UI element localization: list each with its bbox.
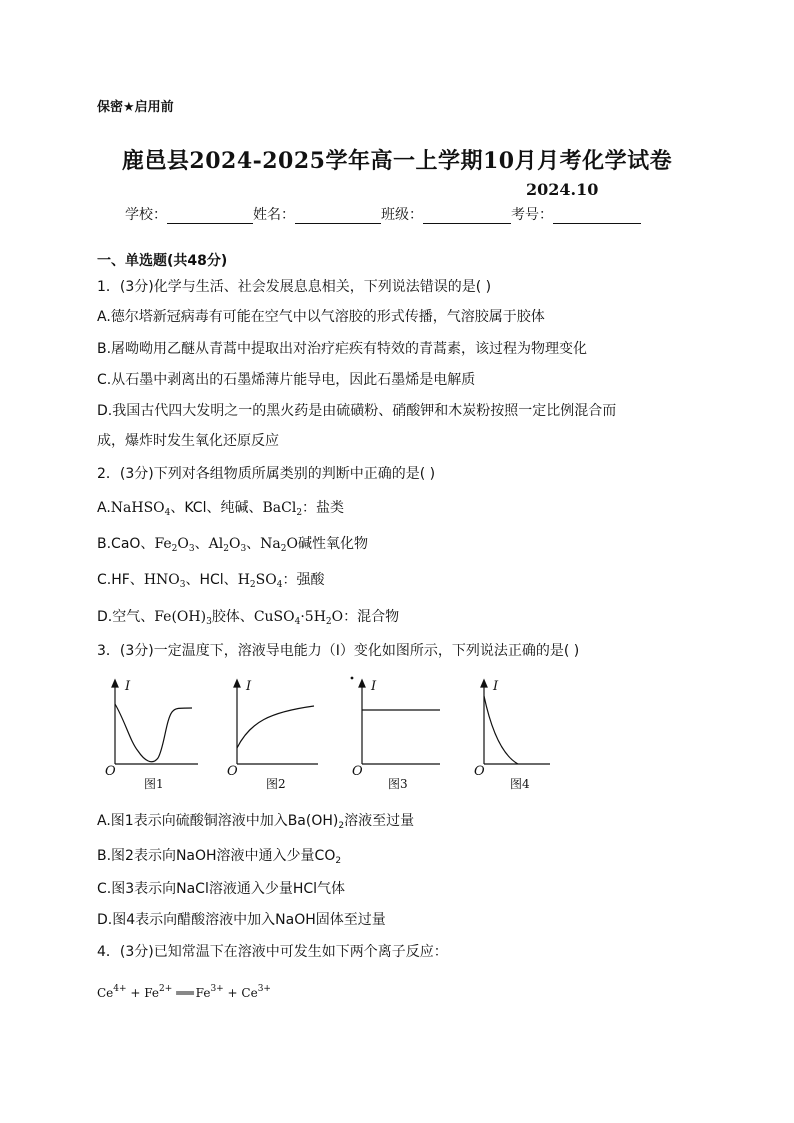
q2-option-b: B.CaO、$Fe_2O_3$、$Al_2O_3$、$Na_2O$碱性氧化物 [97, 536, 368, 554]
q1-option-a: A.德尔塔新冠病毒有可能在空气中以气溶胶的形式传播，气溶胶属于胶体 [97, 309, 545, 325]
fig3-origin: O [352, 764, 363, 779]
fig2-caption: 图2 [266, 777, 286, 791]
q1-option-d-cont: 成，爆炸时发生氧化还原反应 [97, 433, 279, 449]
q2-option-d: D.空气、$Fe(OH)_3$胶体、$CuSO_4\cdot 5H_2O$：混合物 [97, 609, 400, 627]
exam-number-blank[interactable] [553, 209, 641, 224]
formula-hno3: $HNO_3$ [143, 572, 186, 590]
class-label: 班级： [381, 207, 423, 223]
name-label: 姓名： [253, 207, 295, 223]
fig3-y-arrow [359, 680, 365, 687]
fig4-y-arrow [481, 680, 487, 687]
fig3-caption: 图3 [388, 777, 408, 791]
q2-option-c: C.HF、$HNO_3$、HCl、$H_2SO_4$：强酸 [97, 572, 325, 590]
fig4-y-label: I [493, 679, 499, 694]
figure-2 [227, 679, 318, 791]
fig1-y-label: I [125, 679, 131, 694]
fig1-origin: O [105, 764, 116, 779]
formula-al2o3: $Al_2O_3$ [208, 536, 247, 554]
fig1-curve [115, 704, 192, 762]
q3-graphs [100, 676, 540, 800]
figure-4 [474, 679, 550, 791]
q3-option-c: C.图3表示向NaCl溶液通入少量HCl气体 [97, 881, 346, 897]
school-field [125, 204, 253, 224]
exam-number-field [511, 204, 641, 224]
formula-na2o: $Na_2O$ [260, 536, 298, 554]
class-field [381, 204, 511, 224]
fig2-curve [237, 706, 314, 748]
fig4-curve [484, 696, 518, 764]
school-label: 学校： [125, 207, 167, 223]
fig4-caption: 图4 [510, 777, 530, 791]
student-info-row [125, 204, 641, 224]
fig2-origin: O [227, 764, 238, 779]
exam-title: 鹿邑县2024-2025学年高一上学期10月月考化学试卷 [121, 148, 673, 174]
q1-option-c: C.从石墨中剥离出的石墨烯薄片能导电，因此石墨烯是电解质 [97, 372, 476, 388]
confidential-label: 保密★启用前 [97, 100, 174, 115]
figure-1 [105, 679, 198, 791]
q2-stem: 2．(3分)下列对各组物质所属类别的判断中正确的是( ) [97, 466, 436, 482]
fig3-y-label: I [371, 679, 377, 694]
fig1-caption: 图1 [144, 777, 164, 791]
section-heading: 一、单选题(共48分) [97, 253, 228, 269]
exam-date: 2024.10 [526, 180, 599, 199]
q4-equation: $Ce^{4+} + Fe^{2+}$ ═══ $Fe^{3+} + Ce^{3+}$ [97, 984, 271, 1000]
exam-number-label: 考号： [511, 207, 553, 223]
name-field [253, 204, 381, 224]
school-blank[interactable] [167, 209, 253, 224]
q3-option-a: A.图1表示向硫酸铜溶液中加入$Ba(OH)_2$溶液至过量 [97, 813, 415, 831]
q1-stem: 1．(3分)化学与生活、社会发展息息相关，下列说法错误的是( ) [97, 279, 492, 295]
class-blank[interactable] [423, 209, 511, 224]
formula-fe2o3: $Fe_2O_3$ [154, 536, 195, 554]
formula-nahso4: NaHSO$_4$ [110, 500, 171, 518]
fig4-origin: O [474, 764, 485, 779]
name-blank[interactable] [295, 209, 381, 224]
formula-cuso4-5h2o: $CuSO_4\cdot 5H_2O$ [253, 609, 344, 627]
q3-stem: 3．(3分)一定温度下，溶液导电能力（Ⅰ）变化如图所示，下列说法正确的是( ) [97, 643, 580, 659]
figure-3 [351, 677, 440, 791]
formula-h2so4: $H_2SO_4$ [237, 572, 283, 590]
fig2-y-arrow [234, 680, 240, 687]
conductivity-graphs-svg [100, 676, 540, 796]
fig2-y-label: I [246, 679, 252, 694]
fig3-stray-dot [351, 677, 353, 679]
q2-option-a: A.NaHSO$_4$、KCl、纯碱、BaCl$_2$：盐类 [97, 500, 345, 518]
q1-option-b: B.屠呦呦用乙醚从青蒿中提取出对治疗疟疾有特效的青蒿素，该过程为物理变化 [97, 341, 588, 357]
q1-option-d: D.我国古代四大发明之一的黑火药是由硫磺粉、硝酸钾和木炭粉按照一定比例混合而 [97, 403, 617, 419]
formula-bacl2: BaCl$_2$ [262, 500, 303, 518]
q4-stem: 4．(3分)已知常温下在溶液中可发生如下两个离子反应： [97, 944, 448, 960]
q3-option-b: B.图2表示向NaOH溶液中通入少量$CO_2$ [97, 848, 342, 866]
formula-feoh3: $Fe(OH)_3$ [154, 609, 212, 627]
fig1-y-arrow [112, 680, 118, 687]
q3-option-d: D.图4表示向醋酸溶液中加入NaOH固体至过量 [97, 912, 386, 928]
